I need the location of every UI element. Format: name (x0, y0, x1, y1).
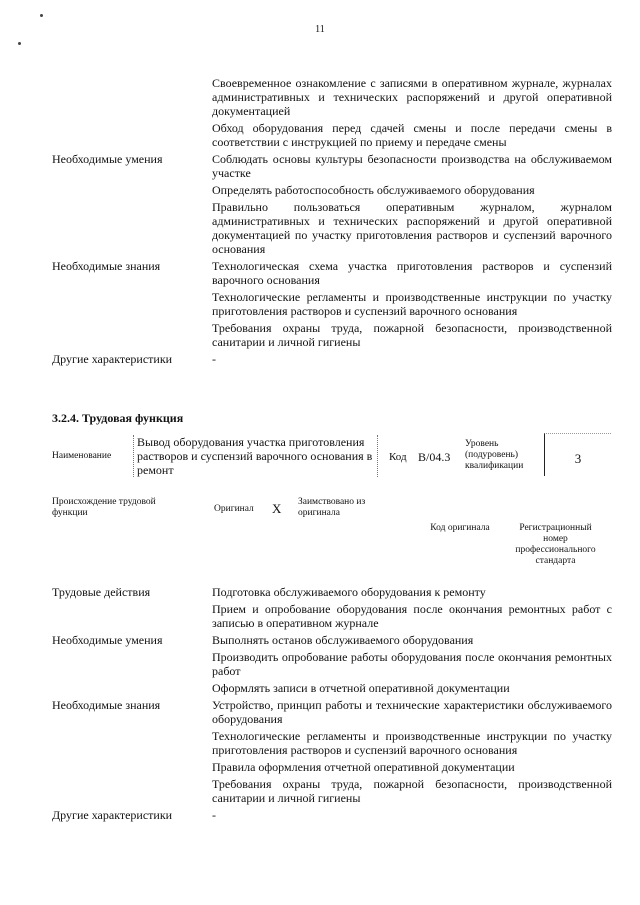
original-mark: X (272, 501, 282, 516)
skills-row (52, 152, 612, 259)
borrowed-label: Заимствовано из оригинала (298, 497, 366, 518)
continuation-row (52, 76, 612, 152)
knowledge-cells (212, 259, 612, 352)
cell-text: Технологические регламенты и производственные инструкции по участку приготовления растворов и суспензий варочного основания (212, 290, 612, 318)
cell-text: Подготовка обслуживаемого оборудования к ремонту (212, 585, 486, 599)
cell-text: Обход оборудования перед сдачей смены и после передачи смены в соответствии с инструкцией по приему и передаче смены (212, 121, 612, 149)
skills-cells (212, 633, 612, 698)
row-label: Необходимые умения (52, 152, 163, 166)
cell-text: Технологические регламенты и производственные инструкции по участку приготовления растворов и суспензий варочного основания (212, 729, 612, 757)
bottom-block (52, 585, 612, 825)
cell-text: Правильно пользоваться оперативным журналом, журналом административных и технических распоряжений и другой оперативной документацией по участку приготовления растворов и суспензий варочного основания (212, 200, 612, 256)
skills-cells (212, 152, 612, 259)
page-number: 11 (315, 24, 325, 35)
skills-row (52, 633, 612, 698)
continuation-cells (212, 76, 612, 152)
code-value: В/04.3 (418, 450, 451, 464)
cell-text: Своевременное ознакомление с записями в оперативном журнале, журналах административных и технических распоряжений и другой оперативной документацией (212, 76, 612, 118)
cell-text: Правила оформления отчетной оперативной документации (212, 760, 515, 774)
origin-label: Происхождение трудовой функции (52, 497, 156, 518)
actions-cells (212, 585, 612, 633)
other-row (52, 808, 612, 825)
cell-text: - (212, 808, 216, 822)
top-block (52, 76, 612, 369)
scan-speck (40, 14, 43, 17)
row-label: Другие характеристики (52, 352, 173, 366)
cell-text: Определять работоспособность обслуживаемого оборудования (212, 183, 535, 197)
actions-row (52, 585, 612, 633)
cell-text: Прием и опробование оборудования после окончания ремонтных работ с записью в оперативном журнале (212, 602, 612, 630)
knowledge-row (52, 698, 612, 808)
name-label: Наименование (52, 451, 112, 461)
code-label: Код (389, 451, 407, 463)
level-value: 3 (574, 451, 582, 466)
cell-text: Соблюдать основы культуры безопасности производства на обслуживаемом участке (212, 152, 612, 180)
cell-text: Выполнять останов обслуживаемого оборудования (212, 633, 474, 647)
cell-text: Технологическая схема участка приготовления растворов и суспензий варочного основания (212, 259, 612, 287)
row-label: Необходимые знания (52, 698, 161, 712)
level-value-box (544, 433, 611, 476)
row-label: Необходимые знания (52, 259, 161, 273)
function-header (52, 433, 612, 479)
row-label: Трудовые действия (52, 585, 151, 599)
section-title: 3.2.4. Трудовая функция (52, 411, 184, 425)
scan-speck (18, 42, 21, 45)
other-row (52, 352, 612, 369)
knowledge-row (52, 259, 612, 352)
cell-text: Оформлять записи в отчетной оперативной документации (212, 681, 510, 695)
name-value: Вывод оборудования участка приготовления растворов и суспензий варочного основания в ремонт (133, 435, 378, 477)
reg-number-label: Регистрационный номер профессионального стандарта (515, 523, 596, 566)
original-label: Оригинал (214, 504, 254, 514)
code-original-label: Код оригинала (430, 523, 490, 533)
cell-text: Требования охраны труда, пожарной безопасности, производственной санитарии и личной гигиены (212, 321, 612, 349)
knowledge-cells (212, 698, 612, 808)
cell-text: - (212, 352, 216, 366)
other-cells (212, 352, 612, 369)
row-label: Другие характеристики (52, 808, 173, 822)
level-label: Уровень (подуровень) квалификации (465, 439, 524, 471)
cell-text: Требования охраны труда, пожарной безопасности, производственной санитарии и личной гигиены (212, 777, 612, 805)
cell-text: Производить опробование работы оборудования после окончания ремонтных работ (212, 650, 612, 678)
other-cells (212, 808, 612, 825)
row-label: Необходимые умения (52, 633, 163, 647)
origin-block (52, 497, 612, 577)
cell-text: Устройство, принцип работы и технические характеристики обслуживаемого оборудования (212, 698, 612, 726)
